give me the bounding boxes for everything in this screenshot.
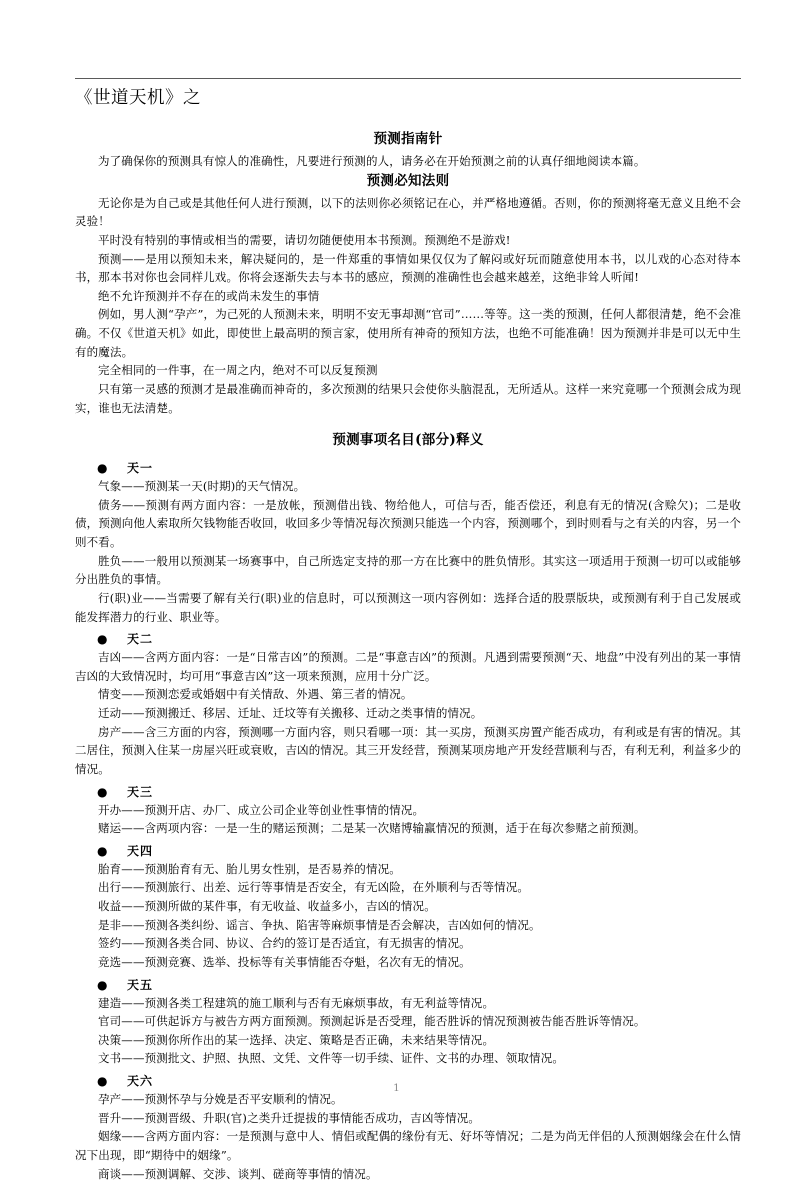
glossary-group bbox=[75, 459, 741, 626]
glossary-entry: 债务——预测有两方面内容：一是放帐，预测借出钱、物给他人，可信与否，能否偿还，利息有无的情况(含赊欠)；二是收债，预测向他人索取所欠钱物能否收回，收回多少等情况每次预测只能选一个内容，预测哪个，到时则看与之有关的内容，另一个则不看。 bbox=[75, 497, 741, 550]
glossary-group-header bbox=[75, 783, 741, 800]
glossary-entry: 情变——预测恋爱或婚姻中有关情敌、外遇、第三者的情况。 bbox=[98, 687, 413, 702]
glossary-group-header bbox=[75, 976, 741, 993]
page-number: 1 bbox=[393, 1082, 400, 1094]
glossary-entry: 签约——预测各类合同、协议、合约的签订是否适宜，有无损害的情况。 bbox=[98, 936, 471, 951]
paragraph: 只有第一灵感的预测才是最准确而神奇的，多次预测的结果只会使你头脑混乱，无所适从。这样一来究竟哪一个预测会成为现实，谁也无法清楚。 bbox=[75, 381, 741, 415]
paragraph: 例如，男人测“孕产”，为己死的人预测未来，明明不安无事却测“官司”……等等。这一类的预测，任何人都很清楚，绝不会准确。不仅《世道天机》如此，即使世上最高明的预言家，使用所有神奇的预知方法，也绝不可能准确！因为预测并非是可以无中生有的魔法。 bbox=[75, 307, 741, 359]
paragraph: 完全相同的一件事，在一周之内，绝对不可以反复预测 bbox=[98, 363, 378, 378]
bullet-icon: ● bbox=[97, 784, 108, 799]
glossary-entry: 文书——预测批文、护照、执照、文凭、文件等一切手续、证件、文书的办理、领取情况。 bbox=[98, 1051, 564, 1066]
bullet-icon: ● bbox=[97, 1074, 108, 1089]
glossary-entry: 孕产——预测怀孕与分娩是否平安顺利的情况。 bbox=[98, 1092, 343, 1107]
section-heading-compass: 预测指南针 bbox=[373, 131, 443, 148]
glossary-entry: 房产——含三方面的内容，预测哪一方面内容，则只看哪一项：其一买房，预测买房置产能否成功，有利或是有害的情况。其二居住，预测入住某一房屋兴旺或衰败，吉凶的情况。其三开发经营，预测某项房地产开发经营顺利与否，有利无利，利益多少的情况。 bbox=[75, 724, 741, 776]
glossary-group bbox=[75, 783, 741, 838]
paragraph: 预测——是用以预知未来，解决疑问的，是一件郑重的事情如果仅仅为了解闷或好玩而随意使用本书，以儿戏的心态对待本书，那本书对你也会同样儿戏。你将会逐渐失去与本书的感应，预测的准确性也会越来越差，这绝非耸人听闻! bbox=[75, 251, 741, 285]
header-rule bbox=[75, 78, 741, 79]
glossary-entry: 气象——预测某一天(时期)的天气情况。 bbox=[98, 479, 306, 494]
section-heading-glossary: 预测事项名目(部分)释义 bbox=[332, 432, 484, 449]
glossary-entry: 开办——预测开店、办厂、成立公司企业等创业性事情的情况。 bbox=[98, 802, 425, 817]
glossary-entry: 赌运——含两项内容：一是一生的赌运预测；二是某一次赌博输赢情况的预测，适于在每次参赌之前预测。 bbox=[98, 821, 646, 836]
glossary-entry: 商谈——预测调解、交涉、谈判、磋商等事情的情况。 bbox=[98, 1166, 378, 1181]
glossary-group-label: 天六 bbox=[127, 1074, 154, 1089]
glossary-entry: 晋升——预测晋级、升职(官)之类升迁提拔的事情能否成功，吉凶等情况。 bbox=[98, 1110, 481, 1125]
glossary-entry: 迁动——预测搬迁、移居、迁址、迁坟等有关搬移、迁动之类事情的情况。 bbox=[98, 706, 483, 721]
glossary-group bbox=[75, 976, 741, 1069]
section-heading-rules: 预测必知法则 bbox=[366, 172, 450, 189]
bullet-icon: ● bbox=[97, 632, 108, 647]
book-title: 《世道天机》之 bbox=[75, 88, 201, 108]
glossary-group bbox=[75, 842, 741, 972]
glossary-group bbox=[75, 630, 741, 778]
paragraph: 无论你是为自己或是其他任何人进行预测，以下的法则你必须铭记在心，并严格地遵循。否则，你的预测将毫无意义且绝不会灵验！ bbox=[75, 195, 741, 229]
glossary-group-header bbox=[75, 630, 741, 647]
glossary-entry: 竞选——预测竞赛、选举、投标等有关事情能否夺魁，名次有无的情况。 bbox=[98, 954, 471, 969]
glossary-entry: 决策——预测你所作出的某一选择、决定、策略是否正确，未来结果等情况。 bbox=[98, 1032, 495, 1047]
glossary-entry: 姻缘——含两方面内容：一是预测与意中人、情侣或配偶的缘份有无、好坏等情况；二是为尚无伴侣的人预测姻缘会在什么情况下出现，即“期待中的姻缘”。 bbox=[75, 1129, 741, 1162]
section-prediction-rules bbox=[75, 171, 741, 417]
glossary-group-header bbox=[75, 459, 741, 476]
glossary-group-label: 天一 bbox=[127, 461, 154, 476]
glossary-entry: 官司——可供起诉方与被告方两方面预测。预测起诉是否受理，能否胜诉的情况预测被告能否胜诉等情况。 bbox=[98, 1014, 646, 1029]
section-prediction-compass bbox=[75, 129, 741, 171]
glossary-entry: 建造——预测各类工程建筑的施工顺利与否有无麻烦事故，有无利益等情况。 bbox=[98, 995, 495, 1010]
glossary-entry: 吉凶——含两方面内容：一是“日常吉凶”的预测。二是“事意吉凶”的预测。凡遇到需要预测“天、地盘”中没有列出的某一事情吉凶的大致情况时，均可用“事意吉凶”这一项来预测，应用十分广泛。 bbox=[75, 650, 741, 683]
glossary-group-header bbox=[75, 842, 741, 859]
glossary-group-label: 天四 bbox=[127, 843, 154, 858]
glossary-entry: 胜负——一般用以预测某一场赛事中，自己所选定支持的那一方在比赛中的胜负情形。其实这一项适用于预测一切可以或能够分出胜负的事情。 bbox=[75, 553, 741, 587]
glossary-entry: 出行——预测旅行、出差、远行等事情是否安全，有无凶险，在外顺利与否等情况。 bbox=[98, 880, 530, 895]
paragraph: 绝不允许预测并不存在的或尚未发生的事情 bbox=[98, 288, 320, 303]
paragraph: 为了确保你的预测具有惊人的准确性，凡要进行预测的人，请务必在开始预测之前的认真仔细地阅读本篇。 bbox=[98, 154, 646, 169]
glossary-group-label: 天二 bbox=[127, 632, 154, 647]
paragraph: 平时没有特别的事情或相当的需要，请切勿随便使用本书预测。预测绝不是游戏! bbox=[98, 232, 511, 247]
glossary-group-label: 天五 bbox=[127, 977, 154, 992]
bullet-icon: ● bbox=[97, 977, 108, 992]
glossary-entry: 是非——预测各类纠纷、谣言、争执、陷害等麻烦事情是否会解决，吉凶如何的情况。 bbox=[98, 917, 541, 932]
glossary-entry: 收益——预测所做的某件事，有无收益、收益多小，吉凶的情况。 bbox=[98, 899, 436, 914]
glossary-entry: 胎育——预测胎育有无、胎儿男女性别，是否易养的情况。 bbox=[98, 861, 401, 876]
bullet-icon: ● bbox=[97, 843, 108, 858]
bullet-icon: ● bbox=[97, 461, 108, 476]
glossary-entry: 行(职)业——当需要了解有关行(职)业的信息时，可以预测这一项内容例如：选择合适的股票版块，或预测有利于自己发展或能发挥潜力的行业、职业等。 bbox=[75, 590, 741, 624]
glossary-group-label: 天三 bbox=[127, 784, 154, 799]
